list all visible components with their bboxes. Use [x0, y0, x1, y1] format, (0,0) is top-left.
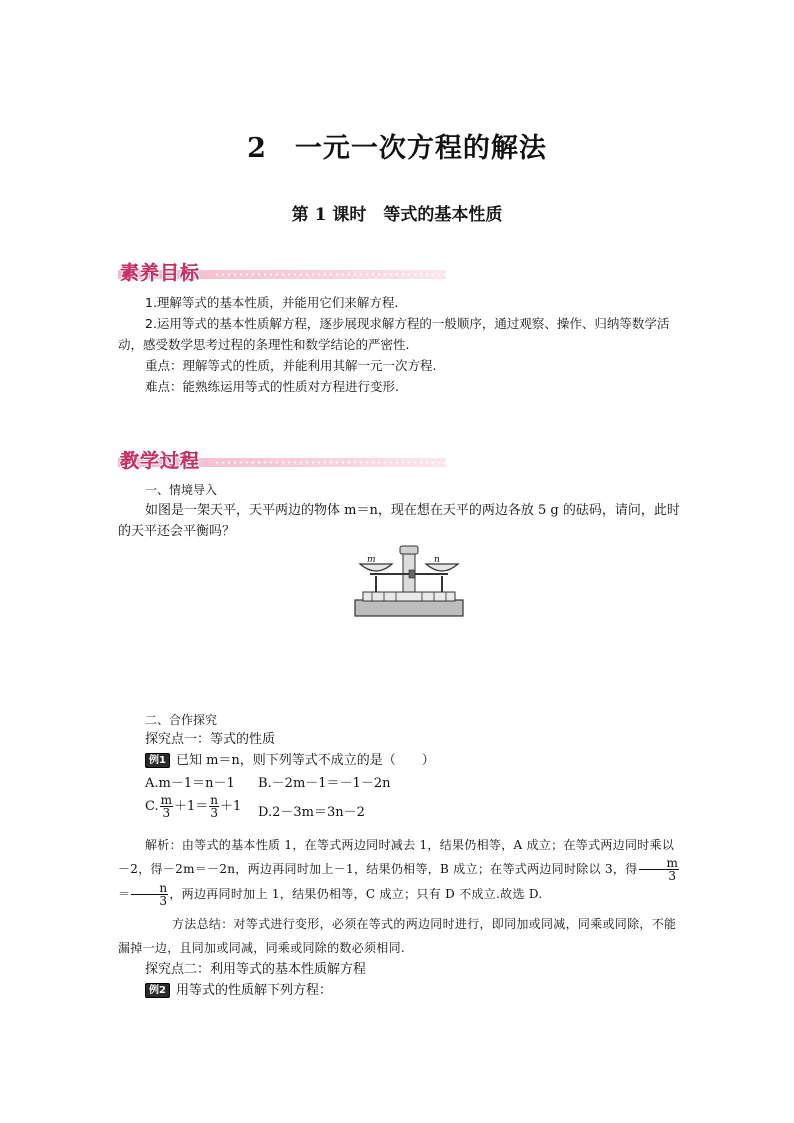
example-2-stem: 例2 用等式的性质解下列方程：	[145, 980, 685, 1001]
example-1-stem: 例1 已知 m＝n，则下列等式不成立的是（ ）	[145, 750, 685, 771]
option-c: C. $\frac{m}{3}$ ＋1＝ $\frac{n}{3}$ ＋1	[145, 793, 242, 820]
right-pan-mark: n	[434, 555, 440, 565]
example-1-badge: 例1	[145, 753, 170, 768]
option-a: A.m－1＝n－1	[145, 776, 235, 791]
option-d: D.2－3m＝3n－2	[258, 805, 365, 820]
section-heading-explore: 二、合作探究	[145, 713, 218, 727]
left-pan-mark: m	[367, 555, 376, 565]
intro-paragraph: 如图是一架天平，天平两边的物体 m＝n，现在想在天平的两边各放 5 g 的砝码，请问，此时的天平还会平衡吗？	[118, 503, 680, 539]
method-summary: 方法总结：对等式进行变形，必须在等式的两边同时进行，即同加或同减，同乘或同除，不能漏掉一边，且同加或同减，同乘或同除的数必须相同.	[118, 917, 677, 955]
section-heading-intro: 一、情境导入	[145, 483, 218, 497]
explore-point-2: 探究点二：利用等式的基本性质解方程	[145, 962, 367, 977]
option-b: B.－2m－1＝－1－2n	[258, 776, 391, 791]
example-2-badge: 例2	[145, 983, 170, 998]
banner-teaching-process	[118, 446, 446, 470]
banner-label: 教学过程	[120, 450, 201, 472]
goal-1: 1.理解等式的基本性质，并能用它们来解方程.	[145, 295, 399, 310]
balance-scale-illustration	[354, 544, 464, 618]
banner-literacy-goals	[118, 258, 446, 282]
banner-label: 素养目标	[120, 262, 201, 284]
analysis-paragraph: 解析：由等式的基本性质 1，在等式两边同时减去 1，结果仍相等，A 成立；在等式两边同时乘以－2，得－2m＝－2n，两边再同时加上－1，结果仍相等，B 成立；在等式两边同时除以 3，得 $\frac{m}{3}$ ＝ $\frac{n}{3}$ ，两边再同时加上 1，结果仍相等，C 成立；只有 D 不成立.故选 D.	[118, 838, 679, 908]
lesson-subtitle: 第 1 课时 等式的基本性质	[291, 205, 503, 225]
goal-2: 2.运用等式的基本性质解方程，逐步展现求解方程的一般顺序，通过观察、操作、归纳等数学活动，感受数学思考过程的条理性和数学结论的严密性.	[118, 316, 670, 352]
key-point: 重点：理解等式的性质，并能利用其解一元一次方程.	[145, 358, 437, 373]
explore-point-1: 探究点一：等式的性质	[145, 732, 276, 747]
difficulty: 难点：能熟练运用等式的性质对方程进行变形.	[145, 379, 399, 394]
page-title: 2 一元一次方程的解法	[247, 133, 547, 164]
